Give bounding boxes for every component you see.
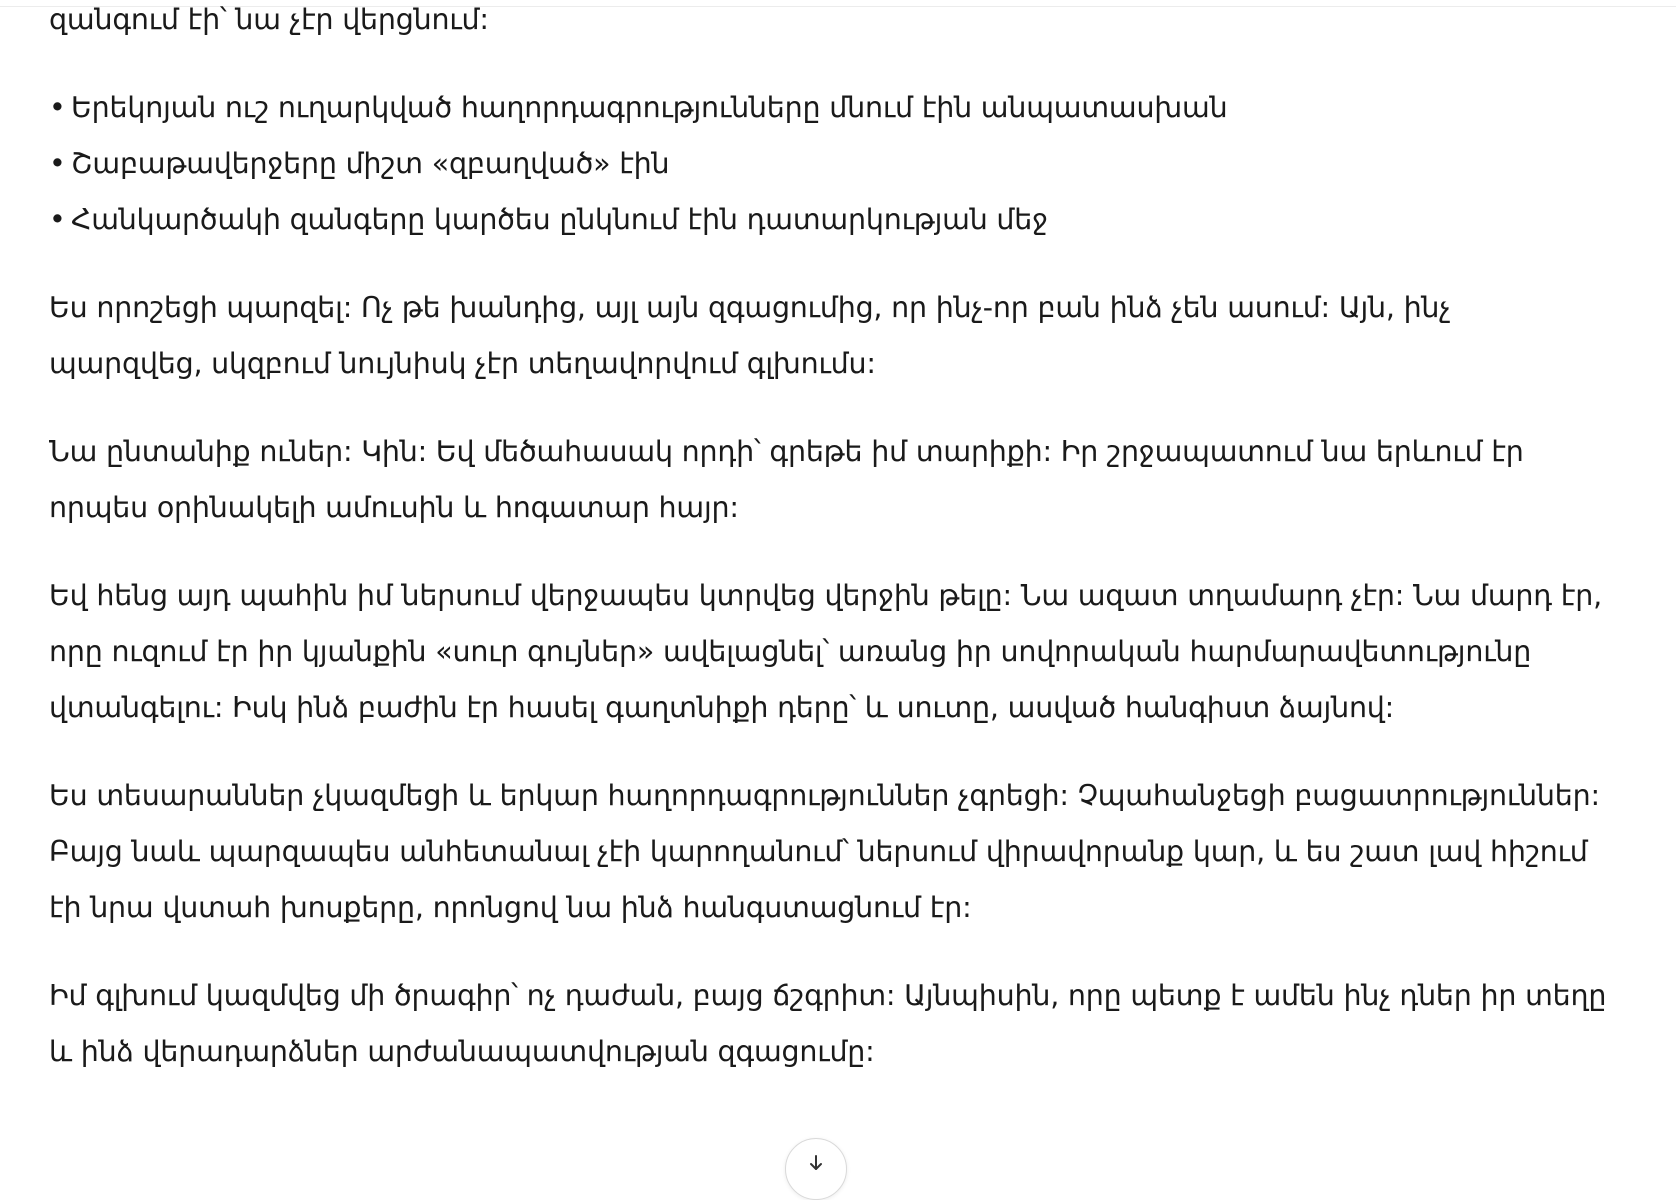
bullet-text: Երեկոյան ուշ ուղարկված հաղորդագրությունները մնում էին անպատասխան (71, 91, 1228, 124)
paragraph-no-scenes: Ես տեսարաններ չկազմեցի և երկար հաղորդագրություններ չգրեցի: Չպահանջեցի բացատրություններ: Բայց նաև պարզապես անհետանալ չէի կարողանում՝ ներսում վիրավորանք կար, և ես շատ լավ հիշում էի նրա վստահ խոսքերը, որոնցով նա ինձ հանգստացնում էր: (49, 779, 1600, 924)
bullet-marker: • (49, 203, 66, 236)
arrow-down-icon (806, 1153, 826, 1177)
bullet-text: Հանկարծակի զանգերը կարծես ընկնում էին դատարկության մեջ (71, 203, 1048, 236)
paragraph-family: Նա ընտանիք ուներ: Կին: Եվ մեծահասակ որդի՝ գրեթե իմ տարիքի: Իր շրջապատում նա երևում էր որպես օրինակելի ամուսին և հոգատար հայր: (49, 435, 1524, 524)
bullet-list (49, 80, 1609, 248)
bullet-marker: • (49, 147, 66, 180)
article-body (49, 0, 1609, 1112)
paragraph-plan: Իմ գլխում կազմվեց մի ծրագիր՝ ոչ դաժան, բայց ճշգրիտ: Այնպիսին, որը պետք է ամեն ինչ դներ իր տեղը և ինձ վերադարձներ արժանապատվության զգացումը: (49, 979, 1607, 1068)
scroll-down-button[interactable] (785, 1138, 847, 1200)
paragraph-discovery: Ես որոշեցի պարզել: Ոչ թե խանդից, այլ այն զգացումից, որ ինչ-որ բան ինձ չեն ասում: Այն, ինչ պարզվեց, սկզբում նույնիսկ չէր տեղավորվում գլխումս: (49, 291, 1451, 380)
bullet-item (49, 192, 1609, 248)
intro-tail-paragraph: զանգում էի՝ նա չէր վերցնում: (49, 3, 489, 36)
paragraph-last-thread: Եվ հենց այդ պահին իմ ներսում վերջապես կտրվեց վերջին թելը: Նա ազատ տղամարդ չէր: Նա մարդ էր, որը ուզում էր իր կյանքին «սուր գույներ» ավելացնել՝ առանց իր սովորական հարմարավետությունը վտանգելու: Իսկ ինձ բաժին էր հասել գաղտնիքի դերը՝ և սուտը, ասված հանգիստ ձայնով: (49, 579, 1602, 724)
bullet-text: Շաբաթավերջերը միշտ «զբաղված» էին (71, 147, 670, 180)
bullet-marker: • (49, 91, 66, 124)
bullet-item (49, 136, 1609, 192)
bullet-item (49, 80, 1609, 136)
